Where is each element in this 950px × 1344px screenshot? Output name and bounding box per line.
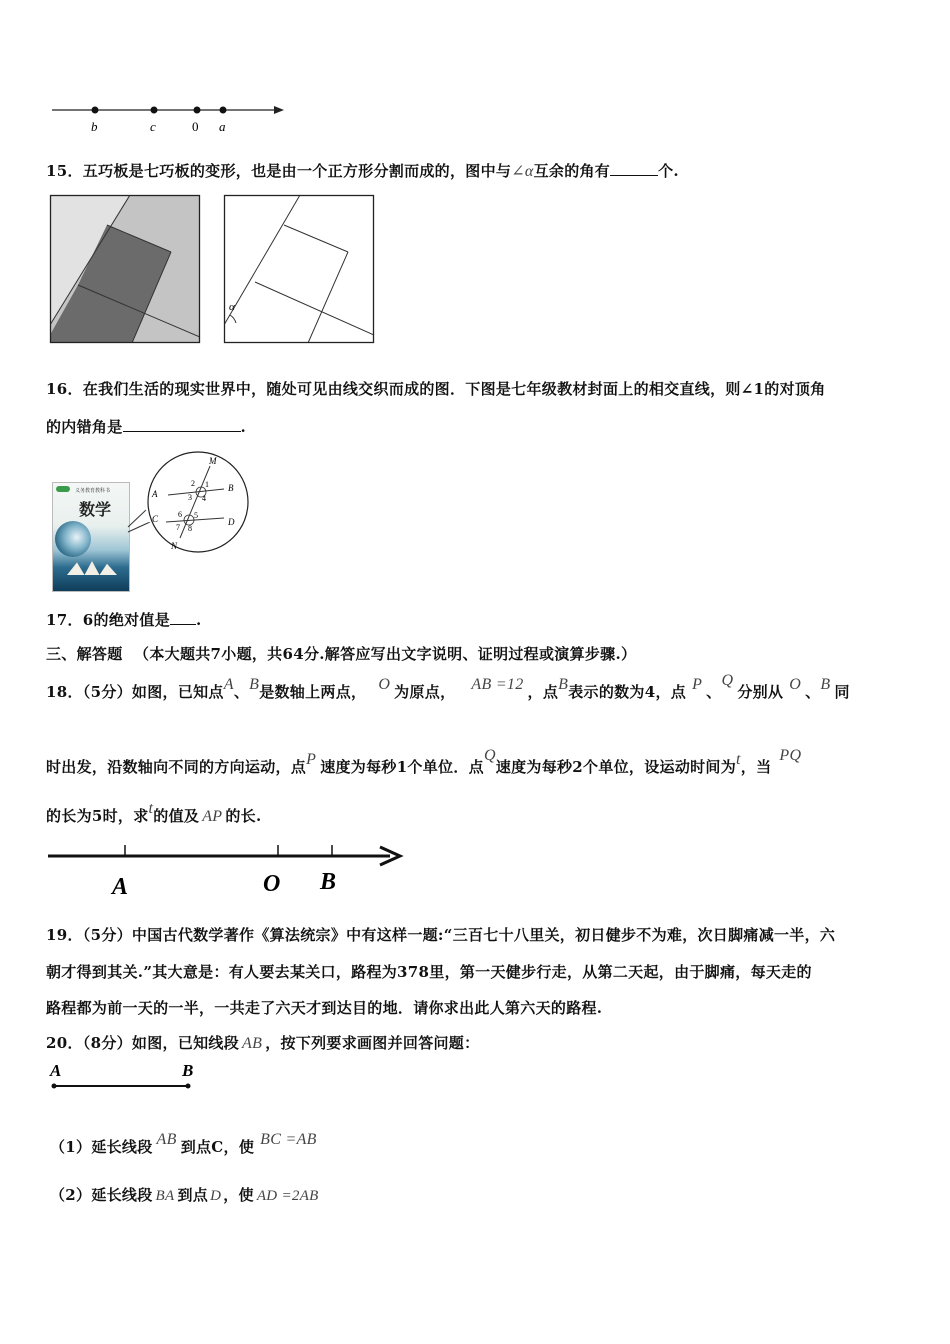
- q20-item2: [50, 1184, 319, 1205]
- endpoint-A: [52, 1084, 57, 1089]
- q15-text-before: 五巧板是七巧板的变形，也是由一个正方形分割而成的，图中与: [82, 162, 512, 180]
- q20-item2-BA: BA: [155, 1188, 175, 1204]
- axis-label-O: O: [263, 871, 281, 897]
- label-1: 1: [205, 480, 209, 489]
- label-B: B: [228, 483, 234, 493]
- label-a: a: [219, 119, 226, 134]
- q18-score: （5分）: [82, 683, 132, 701]
- textbook-cover-image: [52, 482, 130, 592]
- q16-text1: 在我们生活的现实世界中，随处可见由线交织而成的图．下图是七年级教材封面上的相交直线，则∠1的对顶角: [82, 380, 826, 398]
- top-number-line: [50, 100, 290, 140]
- q18-B: B: [249, 676, 260, 693]
- label-0: 0: [192, 119, 199, 134]
- q15-blank: [610, 161, 658, 176]
- q18-number-line: [46, 840, 406, 902]
- q18-l2b: 速度为每秒1个单位．点: [320, 758, 484, 776]
- axis-label-B: B: [320, 869, 337, 895]
- q15-line: [46, 160, 679, 181]
- q18-t2: t: [148, 800, 154, 817]
- label-6: 6: [178, 510, 182, 519]
- q18-p1: 如图，已知点: [131, 683, 224, 701]
- q18-p2: 是数轴上两点，: [259, 683, 367, 701]
- q16-intersecting-lines-figure: [128, 452, 253, 557]
- q18-AB12: AB =12: [471, 676, 524, 693]
- q18-t: t: [736, 751, 741, 768]
- q20-item1-AB: AB: [156, 1131, 177, 1148]
- q18-p4: ，点: [527, 683, 559, 701]
- q15-figure-outline: [224, 195, 376, 345]
- q19-score: （5分）: [82, 926, 132, 944]
- label-4: 4: [202, 494, 206, 503]
- q16-blank: [123, 417, 241, 432]
- q18-line2: [46, 747, 802, 777]
- q18-sep2: 、: [706, 683, 722, 701]
- q18-B2: B: [558, 676, 569, 693]
- q18-p7: 同: [834, 683, 850, 701]
- book-header: 义务教育教科书: [75, 488, 111, 494]
- q20-AB: AB: [242, 1035, 263, 1052]
- q18-l3a: 的长为5时，求: [46, 807, 149, 825]
- q18-l2a: 时出发，沿数轴向不同的方向运动，点: [46, 758, 307, 776]
- q20-item1: [50, 1131, 317, 1157]
- q18-l2c: 速度为每秒2个单位，设运动时间为: [495, 758, 737, 776]
- q20-score: （8分）: [82, 1034, 132, 1052]
- seg-label-B: B: [182, 1061, 194, 1080]
- q20-item2-eq: AD =2AB: [256, 1188, 319, 1204]
- q20-line: [46, 1032, 479, 1053]
- q18-sep1: 、: [233, 683, 250, 701]
- label-C: C: [152, 514, 159, 524]
- point-0: [194, 107, 201, 114]
- axis-label-A: A: [112, 874, 129, 900]
- label-c: c: [150, 119, 156, 134]
- label-D: D: [228, 517, 235, 527]
- q18-B3: B: [820, 676, 831, 693]
- label-N: N: [171, 541, 178, 551]
- q15-number: 15．: [46, 162, 83, 180]
- q18-O2: O: [789, 676, 802, 693]
- q20-number: 20．: [46, 1034, 83, 1052]
- q17-text: 6的绝对值是: [82, 611, 171, 629]
- label-A: A: [152, 489, 158, 499]
- q16-line1: [46, 378, 826, 399]
- seg-label-A: A: [50, 1061, 62, 1080]
- q16-number: 16．: [46, 380, 83, 398]
- q18-l3b: 的值及: [153, 807, 200, 825]
- section3-note: （本大题共7小题，共64分.解答应写出文字说明、证明过程或演算步骤.）: [134, 645, 637, 663]
- label-7: 7: [176, 523, 180, 532]
- q20-item2-a: （2）延长线段: [50, 1186, 153, 1204]
- q18-PQ: PQ: [779, 747, 802, 764]
- point-c: [151, 107, 158, 114]
- section3-heading: [46, 643, 636, 664]
- q18-l3c: 的长.: [225, 807, 262, 825]
- label-8: 8: [188, 524, 192, 533]
- q18-O: O: [378, 676, 391, 693]
- book-title: 数学: [79, 500, 112, 519]
- label-2: 2: [191, 479, 195, 488]
- q19-line2: 朝才得到其关.”其大意是：有人要去某关口，路程为378里，第一天健步行走，从第二天起，由于脚痛，每天走的: [46, 963, 812, 981]
- q18-line3: [46, 800, 262, 826]
- q20-text2: ，按下列要求画图并回答问题：: [265, 1034, 480, 1052]
- q15-text-after: 互余的角有: [533, 162, 611, 180]
- label-b: b: [91, 119, 98, 134]
- q18-p5: 表示的数为4，点: [568, 683, 687, 701]
- q16-text2: 的内错角是: [46, 418, 123, 436]
- q20-item2-D: D: [210, 1188, 222, 1204]
- q18-Q2: Q: [483, 747, 496, 764]
- q18-p3: 为原点，: [394, 683, 456, 701]
- label-5: 5: [194, 511, 198, 520]
- q18-p6: 分别从: [737, 683, 784, 701]
- point-a: [220, 107, 227, 114]
- q20-segment-AB: [46, 1058, 206, 1094]
- q18-A: A: [223, 676, 234, 693]
- q20-item2-b: 到点: [177, 1186, 209, 1204]
- section3-title: 三、解答题: [46, 645, 123, 663]
- q16-line2: [46, 416, 246, 437]
- q19-line3: 路程都为前一天的一半，一共走了六天才到达目的地．请你求出此人第六天的路程.: [46, 999, 603, 1017]
- q18-number: 18．: [46, 683, 83, 701]
- q18-sep3: 、: [805, 683, 821, 701]
- q20-item2-c: ，使: [223, 1186, 254, 1204]
- q17-number: 17．: [46, 611, 83, 629]
- q16-text2-end: .: [240, 418, 247, 436]
- q20-item1-eq: BC =AB: [260, 1131, 317, 1148]
- endpoint-B: [186, 1084, 191, 1089]
- q17-blank: [170, 610, 196, 625]
- q20-item1-b: 到点C，使: [180, 1138, 255, 1156]
- q15-angle: ∠α: [511, 163, 534, 180]
- q19-number: 19．: [46, 926, 83, 944]
- q17-end: .: [196, 611, 202, 629]
- q19-text1: 中国古代数学著作《算法统宗》中有这样一题:“三百七十八里关，初日健步不为难，次日脚痛减一半，六: [131, 926, 836, 944]
- q18-Q: Q: [721, 672, 734, 689]
- q18-AP: AP: [202, 808, 223, 825]
- q18-P2: P: [306, 751, 317, 768]
- q19-line1: [46, 924, 835, 945]
- q18-l2d: ，当: [740, 758, 772, 776]
- q18-P: P: [692, 676, 703, 693]
- q18-line1: [46, 672, 850, 702]
- q20-text: 如图，已知线段: [131, 1034, 240, 1052]
- q15-figure-shaded: [50, 195, 202, 345]
- point-b: [92, 107, 99, 114]
- label-M: M: [209, 456, 217, 466]
- q20-item1-a: （1）延长线段: [50, 1138, 153, 1156]
- label-3: 3: [188, 493, 192, 502]
- q17-line: [46, 609, 202, 630]
- q15-text-end: 个.: [658, 162, 679, 180]
- alpha-label: α: [229, 301, 235, 313]
